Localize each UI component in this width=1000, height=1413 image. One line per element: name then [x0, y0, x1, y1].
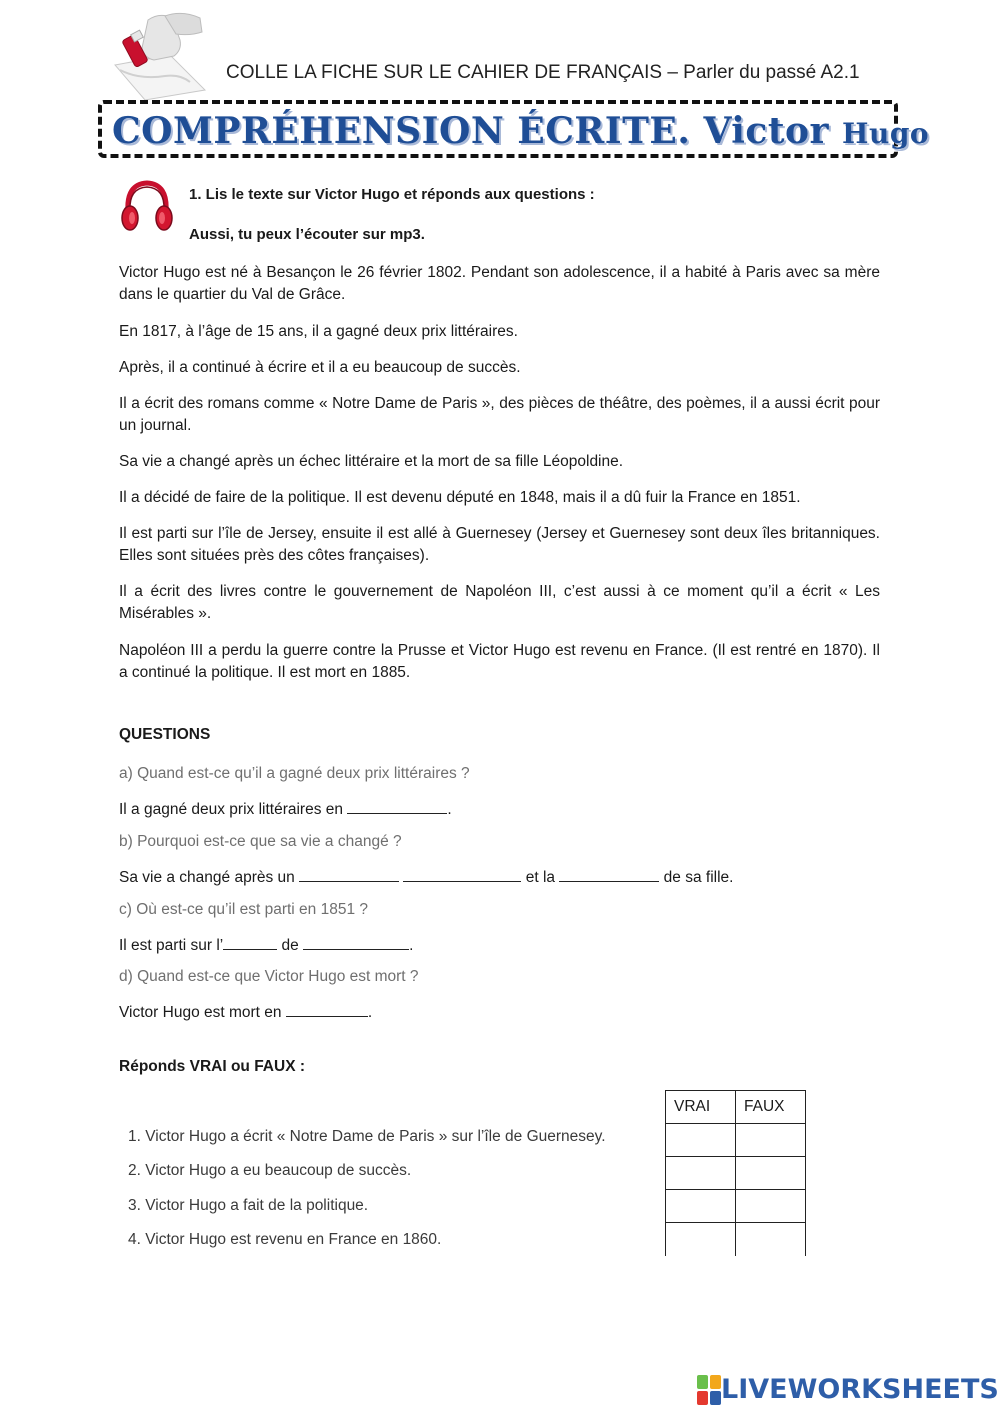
statement-1: 1. Victor Hugo a écrit « Notre Dame de Paris » sur l’île de Guernesey. [128, 1128, 606, 1145]
text-paragraph: Napoléon III a perdu la guerre contre la Prusse et Victor Hugo est revenu en France. (Il est rentré en 1870). Il a continué la politique. Il est mort en 1885. [119, 642, 880, 681]
page-title [112, 110, 929, 152]
table-row [666, 1124, 806, 1157]
answer-c [119, 935, 413, 955]
headphones-icon [118, 178, 176, 234]
answer-c-blank-1[interactable] [223, 935, 277, 950]
vrai-cell-2[interactable] [666, 1157, 736, 1190]
question-c: c) Où est-ce qu’il est parti en 1851 ? [119, 901, 368, 918]
text-paragraph: Il a écrit des livres contre le gouvernement de Napoléon III, c’est aussi à ce moment qu’il a écrit « Les Misérables ». [119, 583, 880, 622]
table-row [666, 1223, 806, 1256]
answer-c-start: Il est parti sur l’ [119, 937, 224, 954]
table-row [666, 1157, 806, 1190]
faux-cell-3[interactable] [736, 1190, 806, 1223]
statement-3: 3. Victor Hugo a fait de la politique. [128, 1197, 369, 1214]
instruction-line-2: Aussi, tu peux l’écouter sur mp3. [189, 226, 425, 243]
answer-c-end: . [409, 937, 414, 954]
answer-b-blank-3[interactable] [559, 867, 659, 882]
answer-b-start: Sa vie a changé après un [119, 869, 295, 886]
title-victor: Victor [703, 110, 829, 152]
column-header-faux: FAUX [736, 1091, 806, 1124]
table-header-row [666, 1091, 806, 1124]
faux-cell-2[interactable] [736, 1157, 806, 1190]
answer-d-start: Victor Hugo est mort en [119, 1004, 282, 1021]
text-paragraph: Il a décidé de faire de la politique. Il est devenu député en 1848, mais il a dû fuir la France en 1851. [119, 489, 801, 506]
faux-cell-1[interactable] [736, 1124, 806, 1157]
table-row [666, 1190, 806, 1223]
liveworksheets-logo [697, 1374, 999, 1408]
glue-stick-hand-icon [110, 10, 210, 102]
answer-a-start: Il a gagné deux prix littéraires en [119, 801, 344, 818]
answer-b-blank-1[interactable] [299, 867, 399, 882]
question-a: a) Quand est-ce qu’il a gagné deux prix littéraires ? [119, 765, 470, 782]
true-false-table [665, 1090, 806, 1256]
answer-d-end: . [367, 1004, 373, 1021]
answer-d [119, 1002, 372, 1022]
text-paragraph: Après, il a continué à écrire et il a eu beaucoup de succès. [119, 359, 521, 376]
liveworksheets-emblem-icon [697, 1375, 721, 1405]
text-paragraph: Victor Hugo est né à Besançon le 26 février 1802. Pendant son adolescence, il a habité à Paris avec sa mère dans le quartier du Val de Grâce. [119, 264, 880, 303]
answer-b [119, 867, 733, 887]
answer-a-end: . [447, 801, 452, 818]
text-paragraph: Il a écrit des romans comme « Notre Dame de Paris », des pièces de théâtre, des poèmes, il a aussi écrit pour un journal. [119, 395, 880, 434]
answer-c-mid: de [281, 937, 299, 954]
answer-a-blank[interactable] [347, 799, 447, 814]
header-instruction: COLLE LA FICHE SUR LE CAHIER DE FRANÇAIS – Parler du passé A2.1 [226, 62, 860, 83]
vrai-cell-1[interactable] [666, 1124, 736, 1157]
liveworksheets-wordmark: LIVEWORKSHEETS [721, 1374, 999, 1405]
answer-a [119, 799, 452, 819]
text-paragraph: Il est parti sur l’île de Jersey, ensuite il est allé à Guernesey (Jersey et Guernesey sont deux îles britanniques. Elles sont situées près des côtes françaises). [119, 525, 880, 564]
vrai-cell-4[interactable] [666, 1223, 736, 1256]
statement-4: 4. Victor Hugo est revenu en France en 1860. [128, 1231, 442, 1248]
answer-d-blank[interactable] [286, 1002, 368, 1017]
answer-b-end: de sa fille. [663, 869, 734, 886]
question-d: d) Quand est-ce que Victor Hugo est mort ? [119, 968, 419, 985]
instruction-line-1: 1. Lis le texte sur Victor Hugo et réponds aux questions : [189, 186, 595, 203]
answer-c-blank-2[interactable] [303, 935, 409, 950]
true-false-heading: Réponds VRAI ou FAUX : [119, 1058, 305, 1075]
statement-2: 2. Victor Hugo a eu beaucoup de succès. [128, 1162, 412, 1179]
column-header-vrai: VRAI [666, 1091, 736, 1124]
question-b: b) Pourquoi est-ce que sa vie a changé ? [119, 833, 402, 850]
text-paragraph: En 1817, à l’âge de 15 ans, il a gagné deux prix littéraires. [119, 323, 518, 340]
answer-b-mid: et la [525, 869, 556, 886]
faux-cell-4[interactable] [736, 1223, 806, 1256]
title-main: COMPRÉHENSION ÉCRITE. [112, 110, 691, 152]
questions-heading: QUESTIONS [119, 726, 211, 743]
text-paragraph: Sa vie a changé après un échec littéraire et la mort de sa fille Léopoldine. [119, 453, 624, 470]
title-hugo: Hugo [842, 117, 930, 150]
vrai-cell-3[interactable] [666, 1190, 736, 1223]
answer-b-blank-2[interactable] [403, 867, 521, 882]
